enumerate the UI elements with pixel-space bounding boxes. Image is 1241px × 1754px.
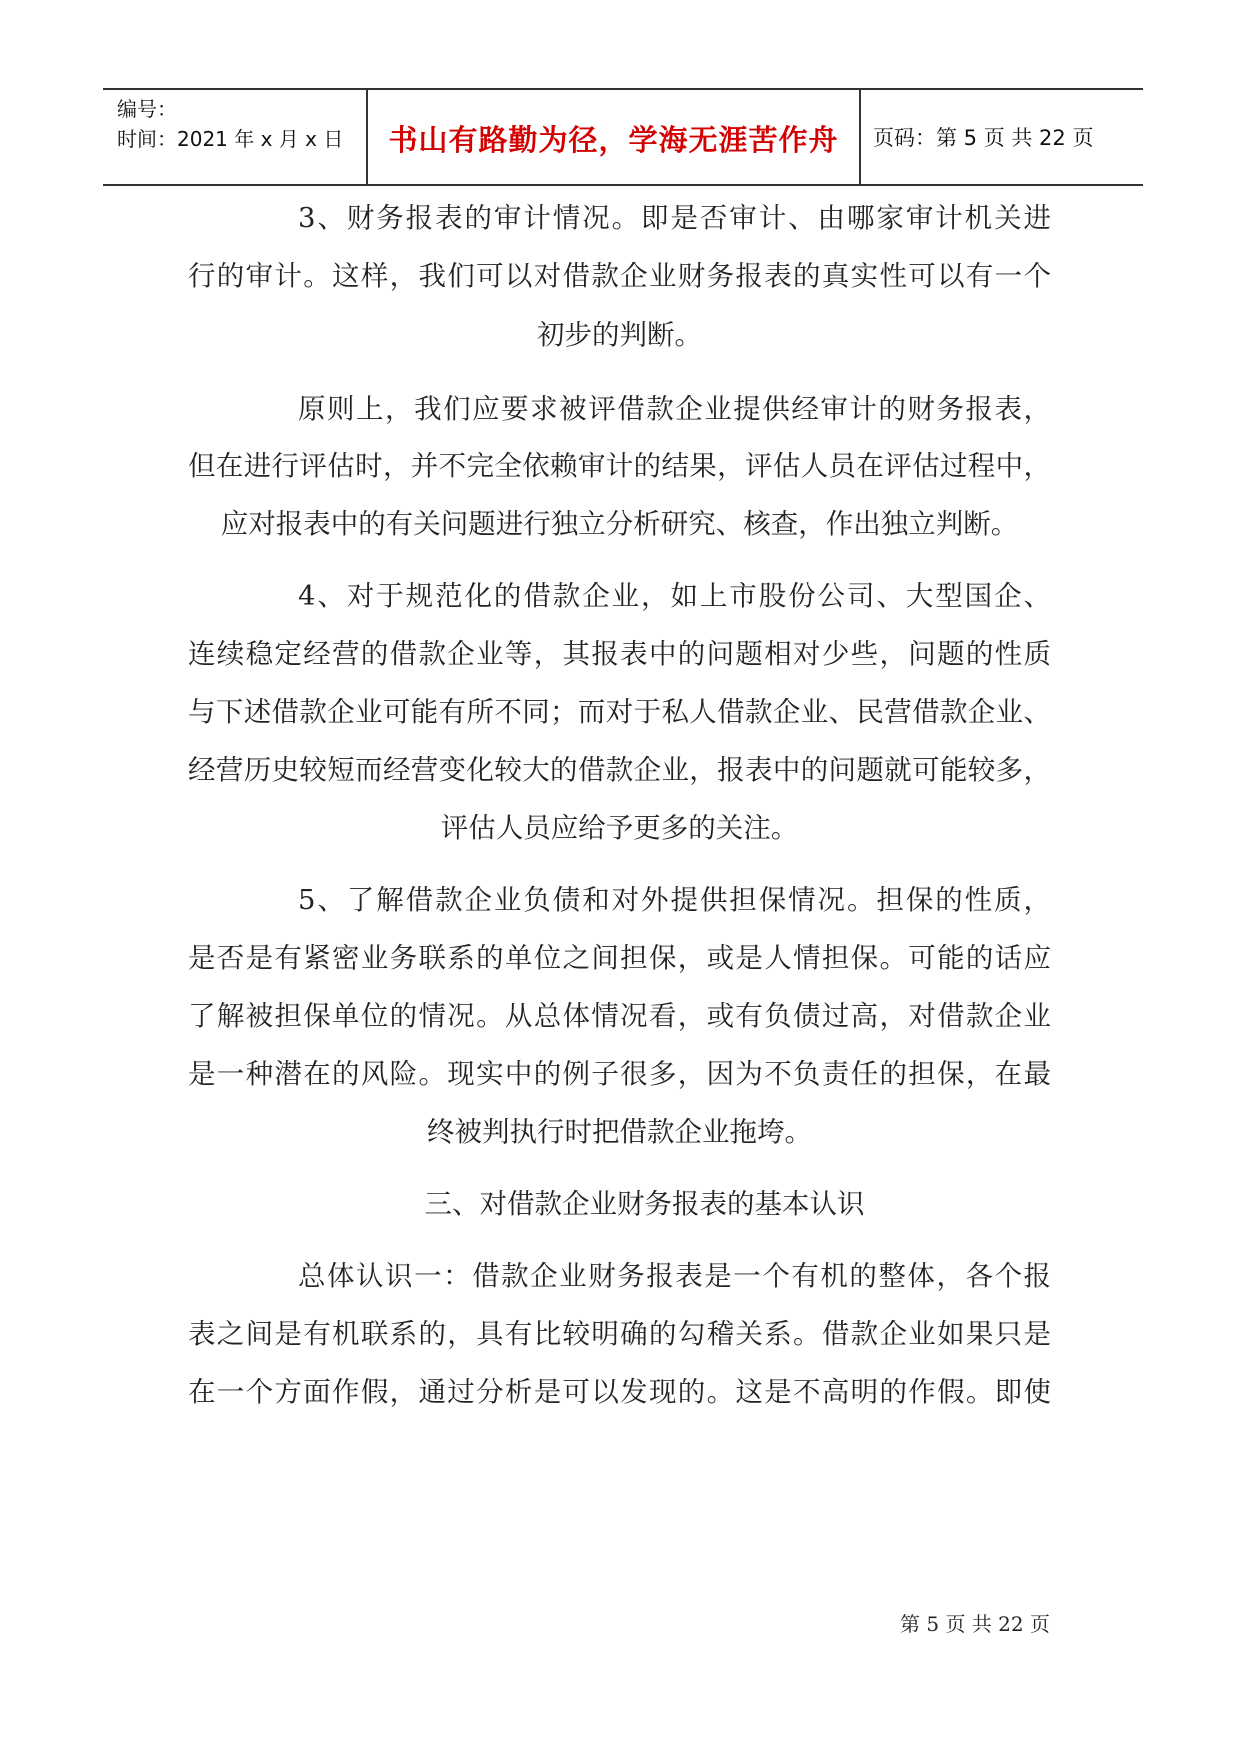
paragraph-line: 评估人员应给予更多的关注。 bbox=[440, 812, 799, 844]
paragraph-line: 与下述借款企业可能有所不同；而对于私人借款企业、民营借款企业、 bbox=[188, 696, 1051, 728]
header-page-number: 页码：第 5 页 共 22 页 bbox=[873, 126, 1094, 150]
paragraph-line: 经营历史较短而经营变化较大的借款企业，报表中的问题就可能较多， bbox=[188, 754, 1051, 786]
paragraph-line: 5、了解借款企业负债和对外提供担保情况。担保的性质， bbox=[298, 884, 1051, 916]
paragraph-line: 表之间是有机联系的，具有比较明确的勾稽关系。借款企业如果只是 bbox=[188, 1318, 1051, 1350]
paragraph-line: 初步的判断。 bbox=[537, 319, 702, 351]
paragraph-line: 是一种潜在的风险。现实中的例子很多，因为不负责任的担保，在最 bbox=[188, 1058, 1051, 1090]
section-heading: 三、对借款企业财务报表的基本认识 bbox=[424, 1188, 865, 1220]
paragraph-line: 了解被担保单位的情况。从总体情况看，或有负债过高，对借款企业 bbox=[188, 1000, 1051, 1032]
header-motto: 书山有路勤为径，学海无涯苦作舟 bbox=[388, 123, 839, 157]
header-info bbox=[117, 94, 343, 154]
header-time-label: 时间：2021 年 x 月 x 日 bbox=[117, 127, 344, 151]
paragraph-line: 终被判执行时把借款企业拖垮。 bbox=[427, 1116, 812, 1148]
paragraph-line: 4、对于规范化的借款企业，如上市股份公司、大型国企、 bbox=[298, 580, 1051, 612]
paragraph-line: 连续稳定经营的借款企业等，其报表中的问题相对少些，问题的性质 bbox=[188, 638, 1051, 670]
header-divider bbox=[859, 90, 861, 184]
paragraph-line: 在一个方面作假，通过分析是可以发现的。这是不高明的作假。即使 bbox=[188, 1376, 1051, 1408]
paragraph-line: 应对报表中的有关问题进行独立分析研究、核查，作出独立判断。 bbox=[220, 508, 1019, 540]
paragraph-line: 3、财务报表的审计情况。即是否审计、由哪家审计机关进 bbox=[298, 202, 1051, 234]
paragraph-line: 是否是有紧密业务联系的单位之间担保，或是人情担保。可能的话应 bbox=[188, 942, 1051, 974]
header-number-label: 编号： bbox=[117, 97, 177, 121]
paragraph-line: 但在进行评估时，并不完全依赖审计的结果，评估人员在评估过程中， bbox=[188, 450, 1051, 482]
paragraph-line: 原则上，我们应要求被评借款企业提供经审计的财务报表， bbox=[298, 393, 1051, 425]
paragraph-line: 行的审计。这样，我们可以对借款企业财务报表的真实性可以有一个 bbox=[188, 260, 1051, 292]
page-footer: 第 5 页 共 22 页 bbox=[900, 1612, 1050, 1636]
page-header bbox=[103, 88, 1143, 186]
paragraph-line: 总体认识一：借款企业财务报表是一个有机的整体，各个报 bbox=[298, 1260, 1051, 1292]
